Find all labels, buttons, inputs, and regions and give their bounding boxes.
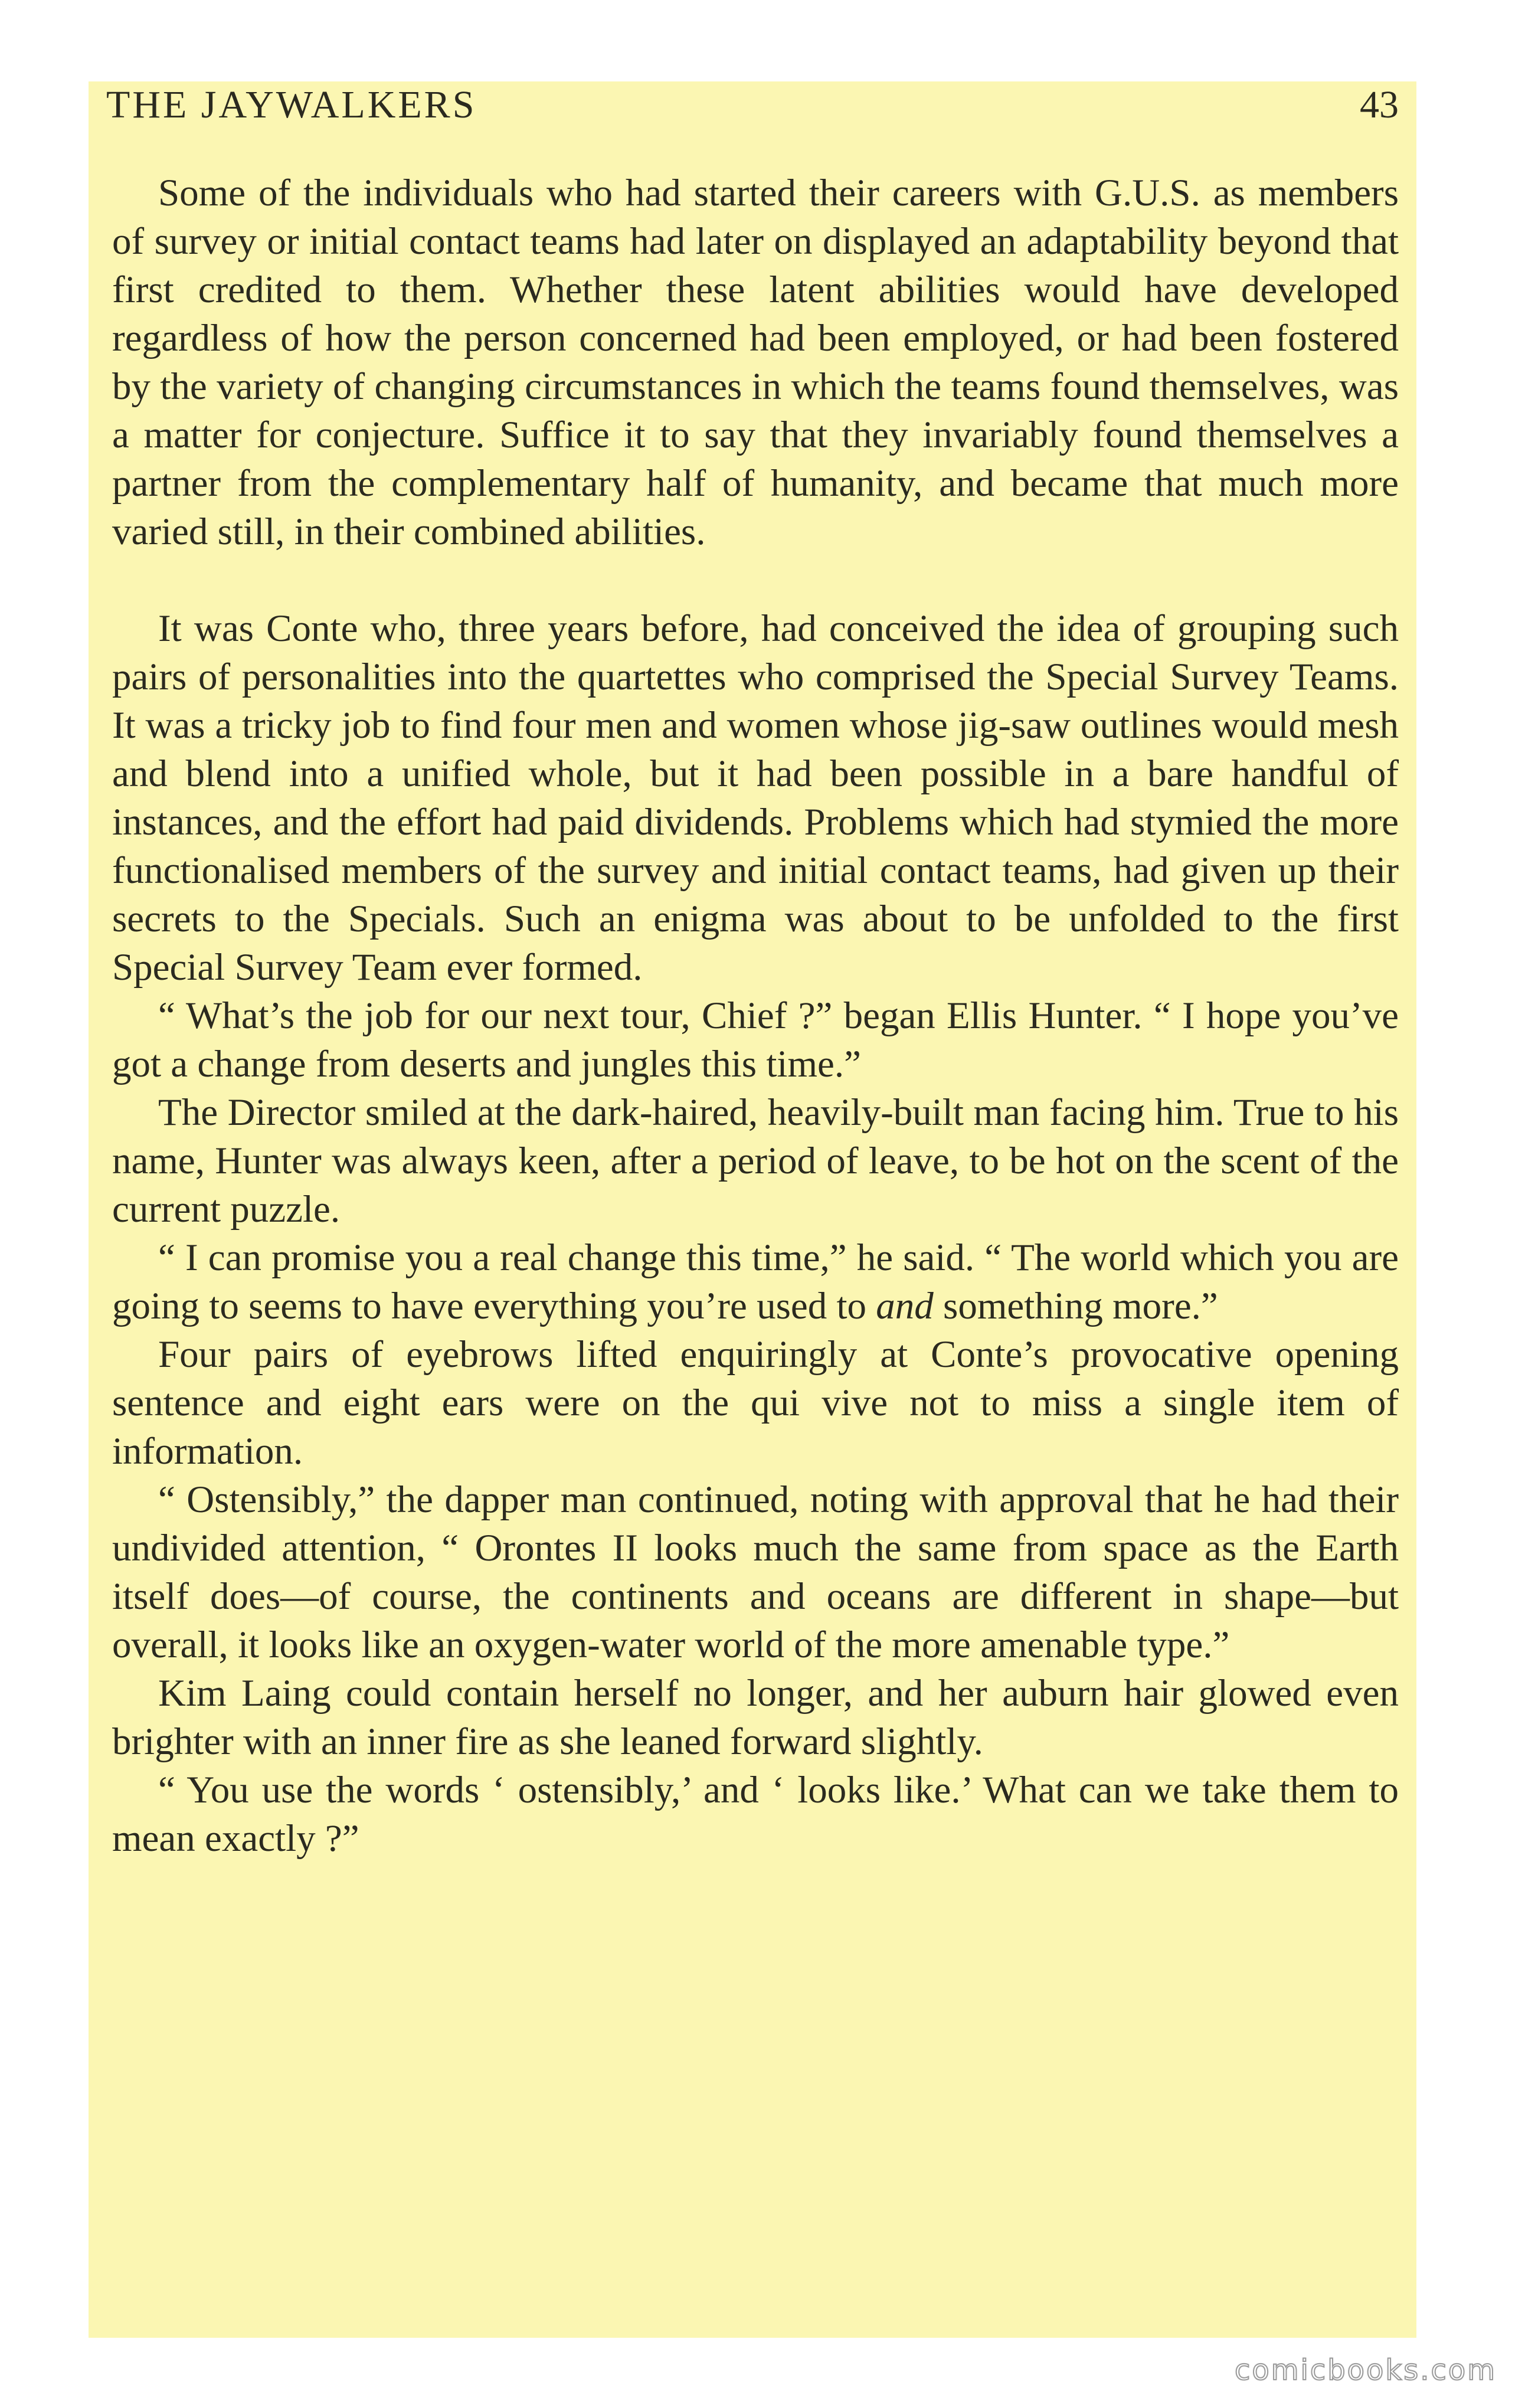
paragraph: Four pairs of eyebrows lifted enquiringly at Conte’s provocative opening sentence and eight ears were on the qui vive not to miss a single item of information. xyxy=(112,1333,1399,1473)
running-title: THE JAYWALKERS xyxy=(106,83,477,126)
paragraph: The Director smiled at the dark-haired, heavily-built man facing him. True to his name, Hunter was always keen, after a period of leave, to be hot on the scent of the current puzzle. xyxy=(112,1091,1399,1231)
paragraph xyxy=(112,1234,1399,1330)
body-text xyxy=(112,169,1399,1863)
paragraph-text: something more.” xyxy=(933,1285,1218,1327)
watermark-logo: comicbooks.com xyxy=(1234,2354,1497,2387)
paragraph: Kim Laing could contain herself no longer, and her auburn hair glowed even brighter with an inner fire as she leaned forward slightly. xyxy=(112,1672,1399,1763)
paragraph: It was Conte who, three years before, had conceived the idea of grouping such pairs of personalities into the quartettes who comprised the Special Survey Teams. It was a tricky job to find four men and women whose jig-saw outlines would mesh and blend into a unified whole, but it had been possible in a bare handful of instances, and the effort had paid dividends. Problems which had stymied the more functionalised members of the survey and initial contact teams, had given up their secrets to the Specials. Such an enigma was about to be unfolded to the first Special Survey Team ever formed. xyxy=(112,607,1399,989)
paragraph: Some of the individuals who had started their careers with G.U.S. as members of survey or initial contact teams had later on displayed an adaptability beyond that first credited to them. Whether these latent abilities would have developed regardless of how the person concerned had been employed, or had been fostered by the variety of changing circumstances in which the teams found themselves, was a matter for conjecture. Suffice it to say that they invariably found themselves a partner from the complementary half of humanity, and became that much more varied still, in their combined abilities. xyxy=(112,172,1399,553)
page-number: 43 xyxy=(1360,83,1399,126)
paragraph: “ Ostensibly,” the dapper man continued, noting with approval that he had their undivided attention, “ Orontes II looks much the same from space as the Earth itself does—of course, the continents and oceans are different in shape—but overall, it looks like an oxygen-water world of the more amenable type.” xyxy=(112,1478,1399,1666)
page-header xyxy=(106,83,1399,136)
paragraph: “ You use the words ‘ ostensibly,’ and ‘ looks like.’ What can we take them to mean exactly ?” xyxy=(112,1769,1399,1860)
book-page xyxy=(89,81,1416,2338)
emphasis-text: and xyxy=(876,1285,934,1327)
paragraph: “ What’s the job for our next tour, Chief ?” began Ellis Hunter. “ I hope you’ve got a change from deserts and jungles this time.” xyxy=(112,994,1399,1085)
paragraph-text: “ I can promise you a real change this time,” he said. “ The world which you are going to seems to have everything you’re used to xyxy=(112,1236,1399,1327)
